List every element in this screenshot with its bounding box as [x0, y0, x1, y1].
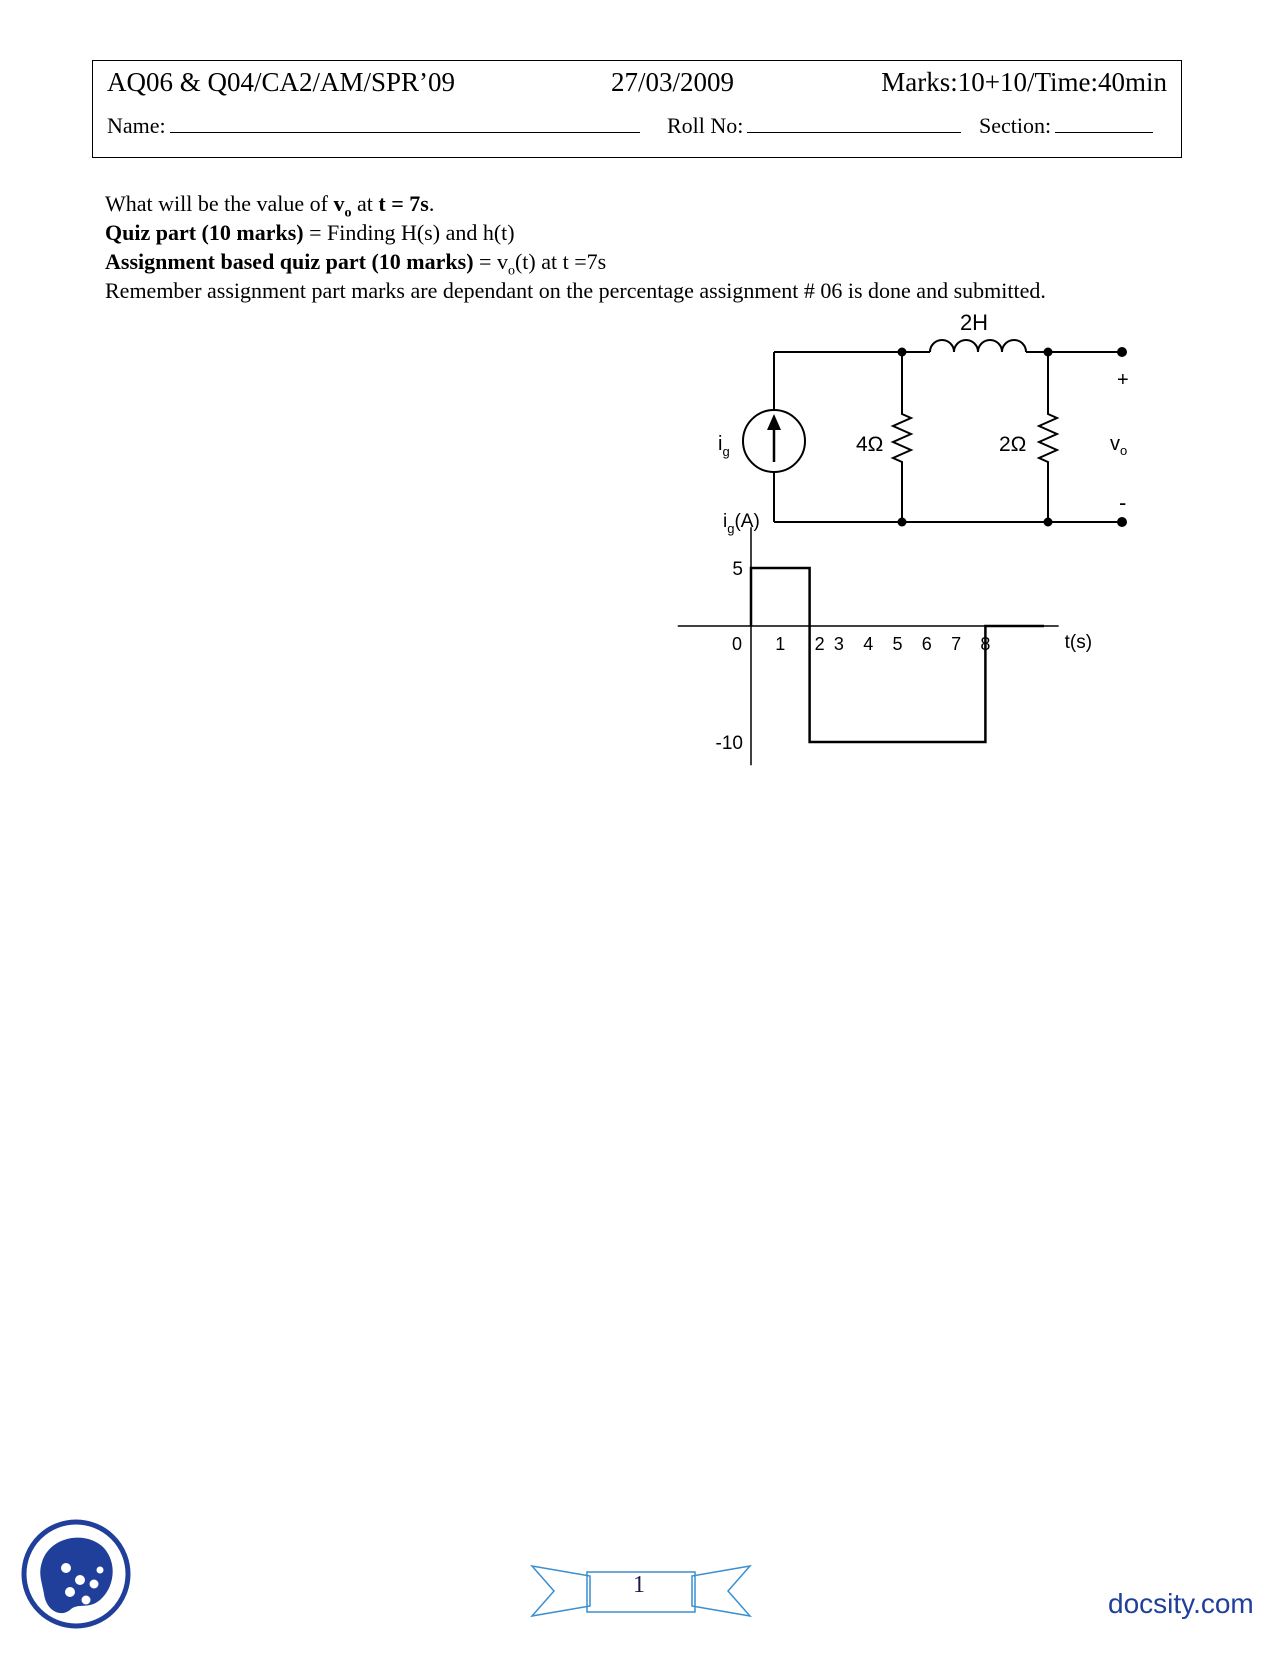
r2-label: 2Ω: [999, 433, 1027, 456]
source-label: $i_g$: [718, 433, 730, 459]
y-tick-label: -10: [715, 733, 743, 754]
q3-text-b: (t) at t =7s: [514, 249, 607, 274]
q1-sub: o: [344, 205, 352, 221]
r1-label: 4Ω: [856, 433, 884, 456]
q3-sub: o: [507, 263, 515, 279]
question-line-4: Remember assignment part marks are dependant on the percentage assignment # 06 is done and submitted.: [105, 278, 1046, 303]
x-tick-label: 3: [833, 634, 844, 654]
section-field[interactable]: [1055, 114, 1153, 133]
ig-waveform-chart: [700, 511, 1160, 800]
header-box: [92, 60, 1182, 158]
x-tick-label: 0: [731, 634, 743, 654]
minus-sign: -: [1119, 490, 1127, 515]
x-tick-label: 8: [980, 634, 991, 654]
x-axis-label: t(s): [1064, 632, 1093, 653]
y-tick-label: 5: [732, 559, 743, 580]
question-line-2: [105, 218, 515, 247]
inductor-label: 2H: [959, 310, 989, 335]
marks-time: Marks:10+10/Time:40min: [881, 67, 1167, 97]
q1-text-b: at: [351, 191, 379, 216]
q1-text-a: What will be the value of: [105, 191, 334, 216]
page-number: 1: [633, 1572, 645, 1598]
q3-bold: Assignment based quiz part (10 marks): [105, 249, 474, 274]
vo-label: $v_o$: [1110, 433, 1128, 458]
q1-end: .: [428, 191, 435, 216]
x-tick-label: 1: [775, 634, 786, 654]
y-axis-label: $i_g(A)$: [723, 511, 760, 537]
q1-bold: t = 7s: [378, 191, 429, 216]
q2-bold: Quiz part (10 marks): [105, 220, 304, 245]
terminal-top: [1117, 347, 1127, 357]
name-label: Name:: [107, 113, 166, 138]
source-arrow-icon: [767, 414, 781, 430]
q2-rest: = Finding H(s) and h(t): [303, 220, 515, 245]
inductor-coil: [930, 340, 1026, 352]
course-code: AQ06 & Q04/CA2/AM/SPR’09: [107, 67, 456, 97]
exam-date: 27/03/2009: [611, 67, 735, 97]
terminal-bottom: [1117, 517, 1127, 527]
resistor-2-icon: [1039, 352, 1057, 522]
resistor-4-icon: [893, 352, 911, 522]
docsity-logo: [20, 1518, 132, 1630]
q3-text-a: = v: [473, 249, 508, 274]
ig-waveform-line: [751, 568, 1044, 742]
brand-link[interactable]: docsity.com: [1108, 1588, 1254, 1619]
name-field[interactable]: [170, 114, 640, 133]
x-tick-label: 6: [921, 634, 932, 654]
x-tick-label: 5: [892, 634, 903, 654]
x-tick-label: 7: [951, 634, 962, 654]
section-label: Section:: [979, 113, 1052, 138]
plus-sign: +: [1117, 369, 1129, 391]
roll-field[interactable]: [747, 114, 961, 133]
x-tick-label: 4: [863, 634, 874, 654]
q1-var: v: [333, 191, 345, 216]
circuit-diagram: [700, 300, 1160, 540]
roll-label: Roll No:: [667, 113, 744, 138]
x-tick-label: 2: [814, 634, 825, 654]
